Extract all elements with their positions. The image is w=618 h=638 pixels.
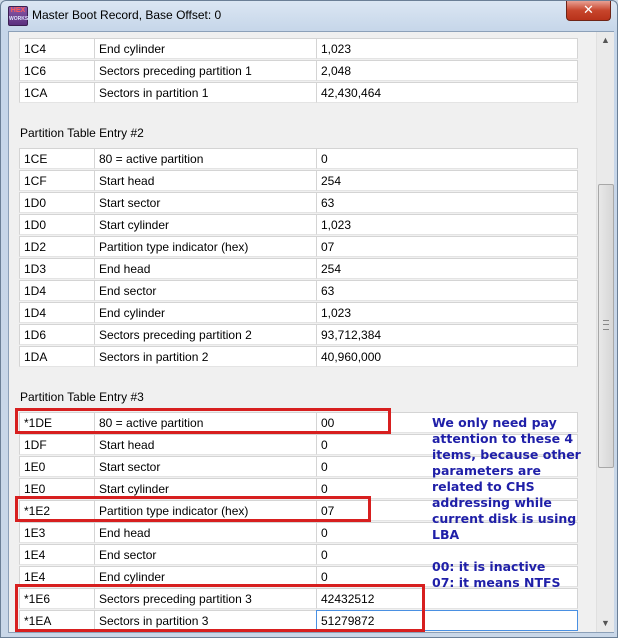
value-cell[interactable]: 254 (316, 258, 578, 279)
field-name-cell: Sectors preceding partition 1 (94, 60, 316, 81)
offset-cell: 1D4 (19, 302, 94, 323)
field-name-cell: End head (94, 258, 316, 279)
scroll-thumb[interactable] (598, 184, 614, 468)
annotation-line: items, because other (432, 447, 581, 462)
field-name-cell: Start head (94, 434, 316, 455)
annotation-line: current disk is using (432, 511, 577, 526)
template-results-pane (8, 31, 614, 633)
value-cell[interactable]: 93,712,384 (316, 324, 578, 345)
offset-cell: 1D0 (19, 192, 94, 213)
highlight-box (15, 496, 371, 522)
value-cell[interactable]: 42,430,464 (316, 82, 578, 103)
title-bar (1, 1, 617, 31)
field-name-cell: End sector (94, 280, 316, 301)
field-name-cell: Start cylinder (94, 478, 316, 499)
field-name-cell: Start sector (94, 456, 316, 477)
field-name-cell: 80 = active partition (94, 148, 316, 169)
field-name-cell: Sectors in partition 3 (94, 610, 316, 631)
offset-cell: *1DE (19, 412, 94, 433)
value-cell[interactable]: 0 (316, 522, 578, 543)
value-cell[interactable]: 1,023 (316, 302, 578, 323)
field-name-cell: Start cylinder (94, 214, 316, 235)
offset-cell: 1DF (19, 434, 94, 455)
field-name-cell: Start sector (94, 192, 316, 213)
annotation-line: addressing while (432, 495, 552, 510)
value-cell[interactable]: 0 (316, 478, 578, 499)
field-name-cell: Sectors in partition 2 (94, 346, 316, 367)
close-button[interactable]: ✕ (566, 1, 611, 21)
app-icon-text-top: HEX (10, 7, 26, 14)
offset-cell: *1E6 (19, 588, 94, 609)
table-row[interactable] (19, 346, 579, 368)
field-name-cell: Partition type indicator (hex) (94, 236, 316, 257)
annotation-line: related to CHS (432, 479, 535, 494)
annotation-legend-line: 07: it means NTFS (432, 575, 561, 590)
offset-cell: 1D3 (19, 258, 94, 279)
table-row[interactable] (19, 258, 579, 280)
offset-cell: 1E4 (19, 566, 94, 587)
scroll-grip-icon (603, 320, 609, 330)
offset-cell: 1C4 (19, 38, 94, 59)
offset-cell: 1C6 (19, 60, 94, 81)
value-cell[interactable]: 00 (316, 412, 578, 433)
field-name-cell: End cylinder (94, 302, 316, 323)
offset-cell: 1D0 (19, 214, 94, 235)
value-cell[interactable]: 63 (316, 192, 578, 213)
table-row[interactable] (19, 192, 579, 214)
table-row[interactable] (19, 170, 579, 192)
offset-cell: 1CE (19, 148, 94, 169)
table-row[interactable] (19, 60, 579, 82)
value-cell[interactable]: 0 (316, 434, 578, 455)
field-name-cell: Sectors preceding partition 3 (94, 588, 316, 609)
hex-workshop-icon (8, 6, 39, 26)
value-cell[interactable]: 254 (316, 170, 578, 191)
field-name-cell: 80 = active partition (94, 412, 316, 433)
value-cell[interactable]: 0 (316, 544, 578, 565)
value-cell[interactable]: 1,023 (316, 214, 578, 235)
value-cell[interactable]: 40,960,000 (316, 346, 578, 367)
value-cell[interactable]: 51279872 (316, 610, 578, 631)
value-cell[interactable]: 2,048 (316, 60, 578, 81)
annotation-line: LBA (432, 527, 460, 542)
offset-cell: 1E0 (19, 456, 94, 477)
field-name-cell: End head (94, 522, 316, 543)
annotation-legend (432, 559, 592, 591)
table-row[interactable] (19, 236, 579, 258)
field-name-cell: Sectors in partition 1 (94, 82, 316, 103)
field-name-cell: Sectors preceding partition 2 (94, 324, 316, 345)
value-cell[interactable]: 0 (316, 456, 578, 477)
app-icon-text-bottom: WORKSHOP (9, 16, 39, 22)
field-name-cell: End cylinder (94, 566, 316, 587)
field-name-cell: End sector (94, 544, 316, 565)
field-name-cell: Start head (94, 170, 316, 191)
offset-cell: 1DA (19, 346, 94, 367)
table-row[interactable] (19, 324, 579, 346)
annotation-line: parameters are (432, 463, 541, 478)
value-cell[interactable]: 0 (316, 148, 578, 169)
offset-cell: 1E0 (19, 478, 94, 499)
annotation-note (432, 415, 592, 591)
table-row[interactable] (19, 214, 579, 236)
table-row[interactable] (19, 82, 579, 104)
vertical-scrollbar[interactable] (596, 32, 614, 632)
highlight-box (15, 408, 391, 434)
annotation-legend-line: 00: it is inactive (432, 559, 546, 574)
table-row[interactable] (19, 280, 579, 302)
scroll-down-arrow-icon[interactable]: ▼ (601, 618, 610, 628)
section-heading: Partition Table Entry #2 (20, 126, 144, 140)
offset-cell: *1EA (19, 610, 94, 631)
value-cell[interactable]: 63 (316, 280, 578, 301)
table-row[interactable] (19, 38, 579, 60)
offset-cell: 1D2 (19, 236, 94, 257)
offset-cell: 1D6 (19, 324, 94, 345)
highlight-box (15, 584, 425, 632)
offset-cell: 1E4 (19, 544, 94, 565)
value-cell[interactable]: 42432512 (316, 588, 578, 609)
section-heading: Partition Table Entry #3 (20, 390, 144, 404)
annotation-text (432, 415, 592, 543)
scroll-up-arrow-icon[interactable]: ▲ (601, 35, 610, 45)
value-cell[interactable]: 0 (316, 566, 578, 587)
value-cell[interactable]: 07 (316, 236, 578, 257)
table-row[interactable] (19, 302, 579, 324)
value-cell[interactable]: 1,023 (316, 38, 578, 59)
offset-cell: 1CF (19, 170, 94, 191)
field-name-cell: End cylinder (94, 38, 316, 59)
offset-cell: 1CA (19, 82, 94, 103)
value-cell[interactable]: 07 (316, 500, 578, 521)
offset-cell: 1E3 (19, 522, 94, 543)
offset-cell: 1D4 (19, 280, 94, 301)
field-name-cell: Partition type indicator (hex) (94, 500, 316, 521)
table-row[interactable] (19, 148, 579, 170)
window-title: Master Boot Record, Base Offset: 0 (32, 8, 222, 22)
offset-cell: *1E2 (19, 500, 94, 521)
annotation-line: We only need pay (432, 415, 557, 430)
annotation-line: attention to these 4 (432, 431, 574, 446)
